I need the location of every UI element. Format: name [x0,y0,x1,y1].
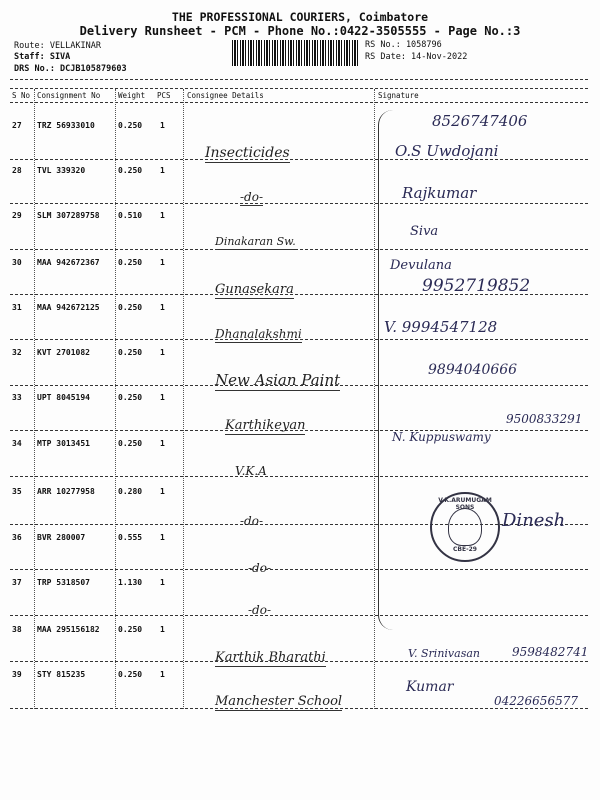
consignment-cell: STY 815235 [37,670,86,679]
weight-cell: 0.250 [118,303,143,312]
sno-cell: 36 [12,533,22,542]
consignment-cell: TVL 339320 [37,166,86,175]
pcs-cell: 1 [160,533,165,542]
sno-cell: 34 [12,439,22,448]
signature-entry: 04226656577 [494,694,578,708]
pcs-cell: 1 [160,393,165,402]
signature-entry: N. Kuppuswamy [392,430,491,444]
table-row [0,487,600,507]
pcs-cell: 1 [160,166,165,175]
weight-cell: 0.250 [118,625,143,634]
handwritten-consignee: Dhanalakshmi [215,327,302,341]
pcs-cell: 1 [160,670,165,679]
column-header-signature: Signature [378,91,419,100]
weight-cell: 0.555 [118,533,143,542]
row-divider [10,615,588,616]
table-row [0,578,600,598]
weight-cell: 0.250 [118,670,143,679]
handwritten-consignee: V.K.A [235,464,267,478]
signature-entry: 9500833291 [506,412,583,426]
pcs-cell: 1 [160,258,165,267]
consignment-cell: KVT 2701082 [37,348,90,357]
signature-entry: Devulana [390,258,452,273]
table-row [0,258,600,278]
sno-cell: 35 [12,487,22,496]
row-divider [10,203,588,204]
staff-label: Staff: SIVA [14,52,71,62]
column-header-pcs: PCS [157,91,171,100]
handwritten-consignee: -do- [240,190,264,204]
table-row [0,625,600,645]
weight-cell: 0.250 [118,121,143,130]
weight-cell: 0.250 [118,258,143,267]
divider [10,102,588,103]
signature-entry: V. 9994547128 [384,318,498,336]
handwritten-consignee: Gunasekara [215,282,294,297]
pcs-cell: 1 [160,487,165,496]
weight-cell: 0.280 [118,487,143,496]
handwritten-consignee: -do- [240,514,264,528]
seal-bottom-text: CBE-29 [453,546,477,553]
column-header-consignee: Consignee Details [187,91,264,100]
table-row [0,439,600,459]
column-header-weight: Weight [118,91,146,100]
consignment-cell: MAA 295156182 [37,625,100,634]
weight-cell: 1.130 [118,578,143,587]
handwritten-consignee: -do- [248,603,272,617]
signature-entry: Kumar [406,679,454,695]
signature-entry: 8526747406 [432,112,528,130]
sno-cell: 39 [12,670,22,679]
barcode [232,40,358,66]
handwritten-consignee: Manchester School [215,694,343,709]
pcs-cell: 1 [160,121,165,130]
company-seal [430,492,500,562]
sno-cell: 30 [12,258,22,267]
signature-entry: V. Srinivasan [408,647,480,660]
consignment-cell: SLM 307289758 [37,211,100,220]
weight-cell: 0.510 [118,211,143,220]
sno-cell: 32 [12,348,22,357]
signature-entry: 9894040666 [428,362,518,378]
delivery-bracket [378,110,393,630]
column-header-consignment: Consignment No [37,91,101,100]
weight-cell: 0.250 [118,439,143,448]
sno-cell: 38 [12,625,22,634]
table-row [0,211,600,231]
signature-entry: Rajkumar [402,184,477,202]
table-row [0,670,600,690]
pcs-cell: 1 [160,439,165,448]
handwritten-consignee: Insecticides [205,145,290,161]
table-row [0,393,600,413]
signature-entry: Siva [410,224,439,239]
consignment-cell: MAA 942672367 [37,258,100,267]
rs-number: RS No.: 1058796 [365,40,442,50]
row-divider [10,249,588,250]
pcs-cell: 1 [160,348,165,357]
document-subtitle: Delivery Runsheet - PCM - Phone No.:0422-3505555 - Page No.:3 [79,24,521,38]
pcs-cell: 1 [160,578,165,587]
sno-cell: 27 [12,121,22,130]
pcs-cell: 1 [160,303,165,312]
divider [10,88,588,89]
consignment-cell: TRZ 56933010 [37,121,95,130]
document-title: THE PROFESSIONAL COURIERS, Coimbatore [171,10,429,24]
sno-cell: 29 [12,211,22,220]
row-divider [10,569,588,570]
rs-date: RS Date: 14-Nov-2022 [365,52,468,62]
table-row [0,303,600,323]
pcs-cell: 1 [160,625,165,634]
table-row [0,533,600,553]
seal-top-text: V.K.ARUMUGAM SONS [438,497,492,511]
handwritten-consignee: Dinakaran Sw. [215,235,296,248]
row-divider [10,159,588,160]
sno-cell: 33 [12,393,22,402]
sno-cell: 37 [12,578,22,587]
sno-cell: 31 [12,303,22,312]
signature-entry: O.S Uwdojani [395,142,499,160]
handwritten-consignee: Karthikeyan [225,418,306,433]
divider [10,79,588,80]
handwritten-consignee: Karthik Bharathi [215,650,326,665]
handwritten-consignee: -do- [248,561,272,575]
drs-number: DRS No.: DCJB105879603 [14,64,127,74]
consignment-cell: BVR 280007 [37,533,86,542]
sno-cell: 28 [12,166,22,175]
consignment-cell: ARR 10277958 [37,487,95,496]
pcs-cell: 1 [160,211,165,220]
signature-entry: 9598482741 [512,645,589,659]
row-divider [10,476,588,477]
consignment-cell: UPT 8045194 [37,393,90,402]
weight-cell: 0.250 [118,348,143,357]
route-label: Route: VELLAKINAR [14,41,101,51]
consignment-cell: MTP 3013451 [37,439,90,448]
consignment-cell: MAA 942672125 [37,303,100,312]
handwritten-consignee: New Asian Paint [215,371,341,389]
weight-cell: 0.250 [118,393,143,402]
table-row [0,166,600,186]
consignment-cell: TRP 5318507 [37,578,90,587]
signature-entry: Dinesh [502,510,566,531]
column-header-sno: S No [12,91,31,100]
weight-cell: 0.250 [118,166,143,175]
seal-figure-icon [448,508,482,546]
signature-entry: 9952719852 [422,276,531,296]
